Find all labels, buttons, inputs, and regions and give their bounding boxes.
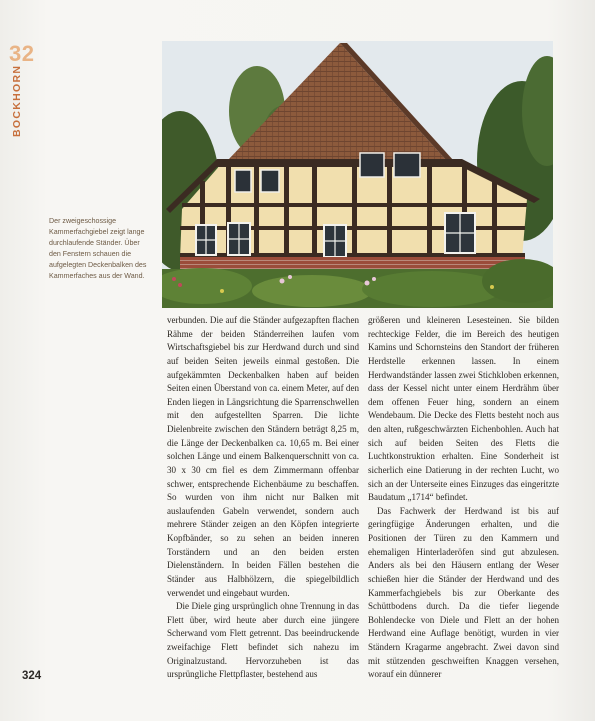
text-column-right xyxy=(368,314,559,682)
paragraph: Die Diele ging ursprünglich ohne Trennung in das Flett über, wird heute aber durch eine jüngere Scherwand vom Flett getrennt. Das beeindruckende zweifachige Flett befindet sich nahezu im Originalzustand. Hervorzuheben ist das ursprüngliche Flettpflaster, bestehend aus xyxy=(167,601,359,680)
paragraph: verbunden. Die auf die Ständer aufgezapften flachen Rähme der beiden Ständerreihen laufen vom Wirtschaftsgiebel bis zur Herdwand durch und sind auf beiden Seiten jeweils einmal gestoßen. Die aufgekämmten Deckenbalken haben auf beiden Seiten einen Überstand von ca. einem Meter, auf den Enden liegen in Längsrichtung die Sparrenschwellen mit den aufgestellten Sparren. Die lichte Dielenbreite zwischen den Ständern beträgt 8,25 m, die Länge der Deckenbalken ca. 10,65 m. Bei einer solchen Länge und einem Balkenquerschnitt von ca. 30 x 30 cm fiel es dem Zimmermann offenbar schwer, entsprechende Eichenbäume zu beschaffen. So wurden von ihm nicht nur Balken mit auslaufenden Gabeln verwendet, sondern auch mehrere Ständer zeigen an den Köpfen integrierte Kopfbänder, so zu sehen an beiden inneren Torständern und an den beiden ersten Dielenständern. In beiden Fällen bestehen die Ständer aus Halbhölzern, die spiegelbildlich verwendet und eingebaut wurden. xyxy=(167,315,359,598)
chapter-number: 32 xyxy=(9,41,35,66)
paragraph: größeren und kleineren Lesesteinen. Sie bilden rechteckige Felder, die im Bereich des heutigen Kamins und Schornsteins den Standort der früheren Herdstelle erkennen lassen. In einem Herdwandständer lassen zwei Stichkloben erkennen, dass der Kessel nicht unter einem Herdrähm über dem offenen Feuer hing, sondern an einem Wendebaum. Die Decke des Fletts besteht noch aus den alten, rußgeschwärzten Eichenbohlen. Auch hat sich auf beiden Seiten des Fletts die Luchtkonstruktion erhalten. Eine Sonderheit ist sicherlich eine Datierung in der rechten Lucht, wo sich an der Unterseite eines Einzuges das eingeritzte Baudatum „1714“ befindet. xyxy=(368,315,559,503)
house-photo xyxy=(162,41,553,308)
page-number: 324 xyxy=(22,670,42,682)
figure-caption: Der zweigeschossige Kammerfachgiebel zeigt lange durchlaufende Ständer. Über den Fenstern schauen die aufgelegten Deckenbalken des Kammerfaches aus der Wand. xyxy=(49,217,147,281)
paragraph: Das Fachwerk der Herdwand ist bis auf geringfügige Änderungen erhalten, und die Positionen der Türen zu den Kammern und ehemaligen Hinterladeröfen sind gut abzulesen. Anders als bei den Häusern entlang der Weser schießen hier die Ständer der Herdwand und des Kammerfachgiebels bis zur Oberkante des Schüttbodens durch. Da die tiefer liegende Bohlendecke von Diele und Flett an der hohen Herdwand eine Auflage benötigt, wurden in vier Ständern Kragarme angebracht. Zwei davon sind mit stützenden geschweiften Knaggen versehen, worauf ein dünnerer xyxy=(368,505,559,680)
text-column-left xyxy=(167,314,359,682)
section-title: BOCKHORN xyxy=(11,64,23,137)
